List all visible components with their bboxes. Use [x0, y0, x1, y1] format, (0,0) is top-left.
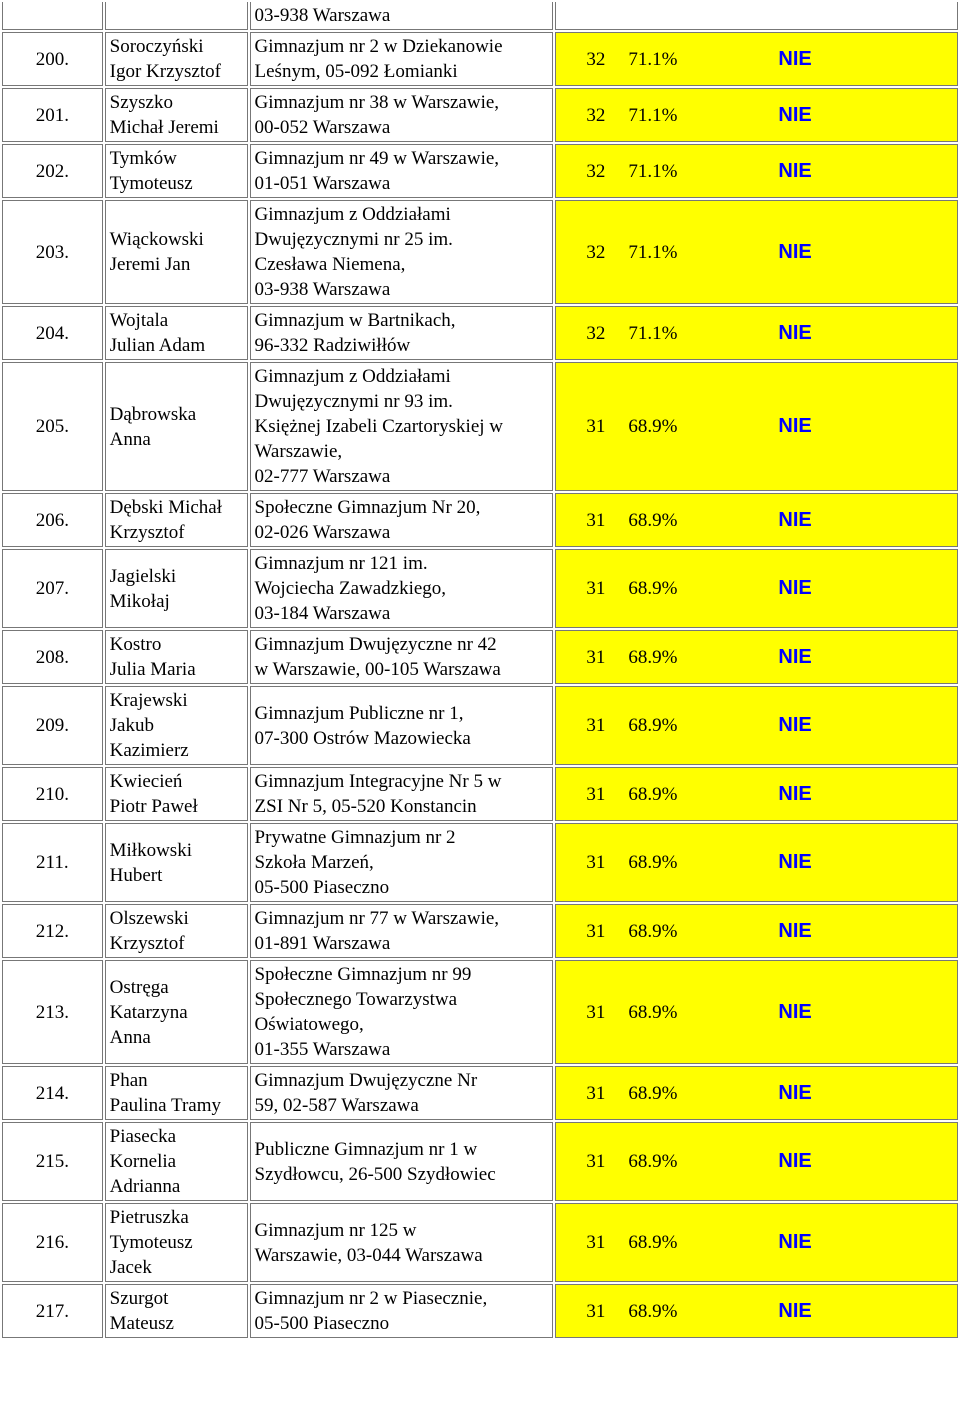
student-name-line: Tymoteusz	[109, 173, 193, 194]
points-value: 31	[586, 1001, 606, 1023]
student-name-line: Szyszko	[109, 92, 173, 113]
student-name-line: Tymoteusz	[109, 1232, 193, 1253]
row-number: 212.	[2, 904, 103, 958]
student-name-line: Kornelia	[109, 1151, 177, 1172]
student-name-line: Julia Maria	[109, 659, 196, 680]
qualified-status: NIE	[778, 714, 812, 736]
points-value: 31	[586, 1300, 606, 1322]
school-line: 59, 02-587 Warszawa	[254, 1095, 419, 1116]
school-line: Gimnazjum w Bartnikach,	[254, 310, 456, 331]
student-name-line: Piotr Paweł	[109, 796, 198, 817]
student-name-line: Krzysztof	[109, 522, 185, 543]
qualified-status: NIE	[778, 321, 812, 344]
school-line: Szydłowcu, 26-500 Szydłowiec	[254, 1163, 496, 1185]
percent-value: 68.9%	[628, 1232, 678, 1253]
student-name-line: Katarzyna	[109, 1001, 188, 1023]
school-line: Księżnej Izabeli Czartoryskiej w	[254, 416, 503, 437]
table-row	[2, 686, 958, 765]
row-number: 203.	[2, 200, 103, 304]
student-name-cell	[105, 88, 248, 142]
row-number-cell	[2, 2, 103, 30]
row-number: 208.	[2, 630, 103, 684]
student-name-line: Olszewski	[109, 908, 189, 929]
qualified-status: NIE	[778, 415, 812, 437]
school-line: 05-500 Piaseczno	[254, 1313, 390, 1334]
qualified-status: NIE	[778, 1231, 812, 1253]
student-name-cell	[105, 200, 248, 304]
points-value: 32	[586, 322, 606, 344]
table-row	[2, 362, 958, 491]
student-name-cell	[105, 2, 248, 30]
student-name-line: Soroczyński	[109, 36, 204, 57]
percent-value: 68.9%	[628, 578, 678, 599]
row-number: 211.	[2, 823, 103, 902]
score-cell	[555, 493, 958, 547]
qualified-status: NIE	[778, 1150, 812, 1172]
qualified-status: NIE	[778, 645, 812, 668]
points-value: 32	[586, 104, 606, 126]
percent-value: 68.9%	[628, 416, 678, 437]
student-name-cell	[105, 1203, 248, 1282]
student-name-line: Jeremi Jan	[109, 254, 191, 275]
school-cell	[250, 630, 554, 684]
school-line: Gimnazjum z Oddziałami	[254, 204, 451, 225]
score-cell-empty	[555, 2, 958, 30]
points-value: 31	[586, 920, 606, 942]
table-row	[2, 200, 958, 304]
points-value: 31	[586, 1232, 606, 1253]
points-value: 31	[586, 852, 606, 873]
table-row	[2, 904, 958, 958]
qualified-status: NIE	[778, 1299, 812, 1322]
score-cell	[555, 767, 958, 821]
student-name-cell	[105, 1122, 248, 1201]
row-number: 206.	[2, 493, 103, 547]
school-cell	[250, 362, 554, 491]
row-number: 217.	[2, 1284, 103, 1338]
school-line: Gimnazjum Integracyjne Nr 5 w	[254, 771, 502, 792]
school-line: 02-026 Warszawa	[254, 522, 391, 543]
school-cell	[250, 144, 554, 198]
percent-value: 71.1%	[628, 241, 678, 263]
student-name-cell	[105, 1066, 248, 1120]
school-line: 07-300 Ostrów Mazowiecka	[254, 727, 471, 749]
student-name-cell	[105, 32, 248, 86]
score-cell	[555, 32, 958, 86]
row-number: 209.	[2, 686, 103, 765]
score-cell	[555, 362, 958, 491]
row-number: 204.	[2, 306, 103, 360]
school-cell	[250, 88, 554, 142]
school-line: 96-332 Radziwiłłów	[254, 335, 411, 356]
qualified-status: NIE	[778, 508, 812, 531]
qualified-status: NIE	[778, 103, 812, 126]
qualified-status: NIE	[778, 782, 812, 805]
percent-value: 71.1%	[628, 48, 678, 70]
table-row	[2, 1066, 958, 1120]
percent-value: 71.1%	[628, 160, 678, 182]
school-line: Gimnazjum z Oddziałami	[254, 366, 451, 387]
school-line: 05-500 Piaseczno	[254, 877, 390, 898]
student-name-cell	[105, 686, 248, 765]
table-row	[2, 32, 958, 86]
percent-value: 68.9%	[628, 920, 678, 942]
points-value: 31	[586, 578, 606, 599]
student-name-line: Tymków	[109, 148, 177, 169]
school-line: Społeczne Gimnazjum nr 99	[254, 964, 472, 985]
school-line: Gimnazjum Dwujęzyczne Nr	[254, 1070, 478, 1091]
school-cell	[250, 2, 554, 30]
points-value: 31	[586, 416, 606, 437]
school-line: 00-052 Warszawa	[254, 117, 391, 138]
school-cell	[250, 904, 554, 958]
school-cell	[250, 306, 554, 360]
score-cell	[555, 1122, 958, 1201]
qualified-status: NIE	[778, 240, 812, 263]
table-row	[2, 493, 958, 547]
student-name-line: Anna	[109, 1026, 151, 1048]
school-cell	[250, 1203, 554, 1282]
school-line: 01-355 Warszawa	[254, 1039, 391, 1060]
school-line: Gimnazjum nr 49 w Warszawie,	[254, 148, 500, 169]
school-cell	[250, 767, 554, 821]
row-number: 202.	[2, 144, 103, 198]
student-name-line: Phan	[109, 1070, 148, 1091]
student-name-line: Jagielski	[109, 565, 177, 587]
student-name-line: Mateusz	[109, 1313, 174, 1334]
table-row	[2, 960, 958, 1064]
qualified-status: NIE	[778, 1081, 812, 1104]
points-value: 31	[586, 783, 606, 805]
student-name-line: Miłkowski	[109, 839, 192, 861]
table-row	[2, 1203, 958, 1282]
table-row	[2, 1284, 958, 1338]
school-line: 03-184 Warszawa	[254, 603, 391, 624]
student-name-line: Wojtala	[109, 310, 169, 331]
school-line: w Warszawie, 00-105 Warszawa	[254, 659, 501, 680]
percent-value: 68.9%	[628, 852, 678, 873]
score-cell	[555, 630, 958, 684]
student-name-line: Pietruszka	[109, 1207, 189, 1228]
school-line: Leśnym, 05-092 Łomianki	[254, 61, 458, 82]
percent-value: 68.9%	[628, 1001, 678, 1023]
school-line: Szkoła Marzeń,	[254, 852, 374, 873]
school-line: Gimnazjum nr 38 w Warszawie,	[254, 92, 500, 113]
percent-value: 68.9%	[628, 646, 678, 668]
points-value: 31	[586, 646, 606, 668]
school-line: Czesława Niemena,	[254, 254, 406, 275]
percent-value: 68.9%	[628, 509, 678, 531]
score-cell	[555, 686, 958, 765]
row-number: 201.	[2, 88, 103, 142]
school-cell	[250, 686, 554, 765]
student-name-line: Szurgot	[109, 1288, 169, 1309]
percent-value: 68.9%	[628, 1082, 678, 1104]
table-row	[2, 144, 958, 198]
row-number: 215.	[2, 1122, 103, 1201]
school-line: Gimnazjum nr 2 w Dziekanowie	[254, 36, 503, 57]
row-number: 216.	[2, 1203, 103, 1282]
student-name-cell	[105, 767, 248, 821]
points-value: 31	[586, 715, 606, 736]
student-name-cell	[105, 630, 248, 684]
student-name-line: Julian Adam	[109, 335, 206, 356]
student-name-line: Jakub	[109, 715, 154, 736]
student-name-cell	[105, 362, 248, 491]
school-line: 01-891 Warszawa	[254, 933, 391, 954]
percent-value: 68.9%	[628, 1151, 678, 1172]
student-name-line: Wiąckowski	[109, 229, 204, 250]
points-value: 31	[586, 509, 606, 531]
table-row	[2, 549, 958, 628]
student-name-line: Krajewski	[109, 690, 188, 711]
school-line: 03-938 Warszawa	[254, 279, 391, 300]
row-number: 213.	[2, 960, 103, 1064]
school-line: Warszawie,	[254, 441, 343, 462]
student-name-line: Piasecka	[109, 1126, 177, 1147]
school-line: Warszawie, 03-044 Warszawa	[254, 1244, 483, 1266]
school-cell	[250, 1284, 554, 1338]
student-name-cell	[105, 904, 248, 958]
student-name-cell	[105, 549, 248, 628]
student-name-line: Adrianna	[109, 1176, 181, 1197]
score-cell	[555, 88, 958, 142]
points-value: 32	[586, 160, 606, 182]
student-name-cell	[105, 306, 248, 360]
school-line: Oświatowego,	[254, 1014, 364, 1035]
school-line: 01-051 Warszawa	[254, 173, 391, 194]
school-line: Gimnazjum Dwujęzyczne nr 42	[254, 634, 497, 655]
school-cell	[250, 1066, 554, 1120]
student-name-line: Kazimierz	[109, 740, 189, 761]
qualified-status: NIE	[778, 851, 812, 873]
row-number: 205.	[2, 362, 103, 491]
results-table-body	[2, 2, 958, 1338]
school-line: 03-938 Warszawa	[254, 5, 391, 26]
score-cell	[555, 823, 958, 902]
school-cell	[250, 823, 554, 902]
student-name-cell	[105, 823, 248, 902]
school-cell	[250, 549, 554, 628]
student-name-cell	[105, 1284, 248, 1338]
score-cell	[555, 904, 958, 958]
school-line: Gimnazjum Publiczne nr 1,	[254, 702, 464, 724]
student-name-cell	[105, 960, 248, 1064]
score-cell	[555, 960, 958, 1064]
school-cell	[250, 493, 554, 547]
student-name-cell	[105, 144, 248, 198]
school-line: Publiczne Gimnazjum nr 1 w	[254, 1138, 478, 1160]
student-name-line: Jacek	[109, 1257, 152, 1278]
qualified-status: NIE	[778, 919, 812, 942]
score-cell	[555, 144, 958, 198]
points-value: 31	[586, 1082, 606, 1104]
points-value: 31	[586, 1151, 606, 1172]
percent-value: 71.1%	[628, 104, 678, 126]
row-number: 214.	[2, 1066, 103, 1120]
student-name-line: Michał Jeremi	[109, 117, 219, 138]
student-name-line: Kostro	[109, 634, 162, 655]
qualified-status: NIE	[778, 47, 812, 70]
score-cell	[555, 306, 958, 360]
student-name-line: Dębski Michał	[109, 497, 223, 518]
school-cell	[250, 200, 554, 304]
row-number: 207.	[2, 549, 103, 628]
school-line: Gimnazjum nr 125 w	[254, 1219, 417, 1241]
school-line: Prywatne Gimnazjum nr 2	[254, 827, 456, 848]
table-row	[2, 1122, 958, 1201]
school-line: Społecznego Towarzystwa	[254, 989, 458, 1010]
table-row-continued	[2, 2, 958, 30]
school-line: Wojciecha Zawadzkiego,	[254, 578, 447, 599]
school-line: Gimnazjum nr 2 w Piasecznie,	[254, 1288, 488, 1309]
student-name-line: Paulina Tramy	[109, 1095, 221, 1116]
score-cell	[555, 1203, 958, 1282]
student-name-line: Igor Krzysztof	[109, 61, 221, 82]
school-cell	[250, 960, 554, 1064]
student-name-line: Krzysztof	[109, 933, 185, 954]
table-row	[2, 823, 958, 902]
student-name-line: Ostręga	[109, 976, 169, 998]
school-line: Społeczne Gimnazjum Nr 20,	[254, 497, 481, 518]
score-cell	[555, 1066, 958, 1120]
student-name-line: Dąbrowska	[109, 403, 197, 425]
percent-value: 68.9%	[628, 1300, 678, 1322]
student-name-cell	[105, 493, 248, 547]
row-number: 200.	[2, 32, 103, 86]
school-line: Gimnazjum nr 121 im.	[254, 553, 428, 574]
table-row	[2, 306, 958, 360]
row-number: 210.	[2, 767, 103, 821]
score-cell	[555, 549, 958, 628]
school-line: 02-777 Warszawa	[254, 466, 391, 487]
school-line: Dwujęzycznymi nr 25 im.	[254, 229, 453, 250]
school-line: Gimnazjum nr 77 w Warszawie,	[254, 908, 500, 929]
score-cell	[555, 200, 958, 304]
student-name-line: Mikołaj	[109, 590, 170, 612]
score-cell	[555, 1284, 958, 1338]
school-cell	[250, 1122, 554, 1201]
student-name-line: Anna	[109, 428, 151, 450]
table-row	[2, 88, 958, 142]
school-line: Dwujęzycznymi nr 93 im.	[254, 391, 453, 412]
percent-value: 68.9%	[628, 715, 678, 736]
school-line: ZSI Nr 5, 05-520 Konstancin	[254, 796, 477, 817]
school-cell	[250, 32, 554, 86]
student-name-line: Hubert	[109, 864, 163, 886]
student-name-line: Kwiecień	[109, 771, 183, 792]
table-row	[2, 630, 958, 684]
table-row	[2, 767, 958, 821]
points-value: 32	[586, 241, 606, 263]
percent-value: 71.1%	[628, 322, 678, 344]
qualified-status: NIE	[778, 159, 812, 182]
qualified-status: NIE	[778, 1000, 812, 1023]
qualified-status: NIE	[778, 577, 812, 599]
points-value: 32	[586, 48, 606, 70]
percent-value: 68.9%	[628, 783, 678, 805]
